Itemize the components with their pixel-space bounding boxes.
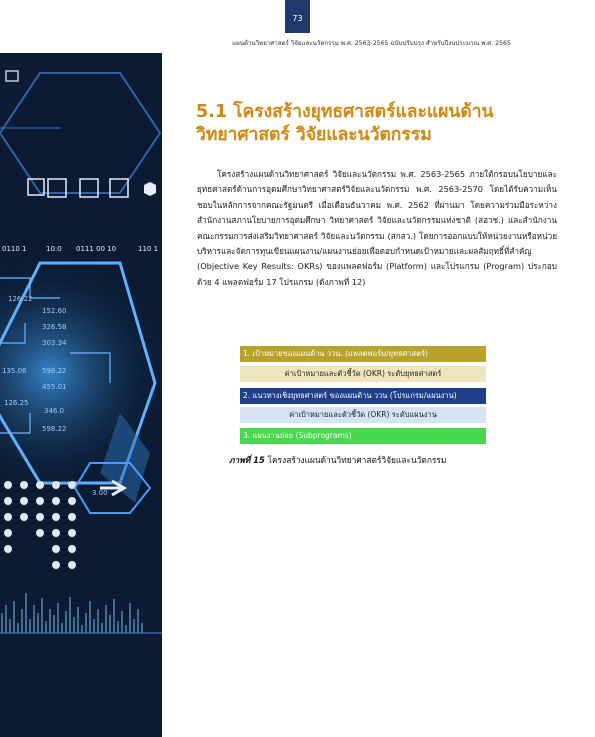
sidebar-number-5: 152.60 (42, 307, 67, 315)
section-title: 5.1 โครงสร้างยุทธศาสตร์และแผนด้านวิทยาศาสตร์ วิจัยและนวัตกรรม (196, 102, 494, 145)
sidebar-number-11: 455.01 (42, 383, 67, 391)
sidebar-number-8: 303.34 (42, 339, 67, 347)
sidebar-number-6: 126.22 (8, 295, 33, 303)
page-number-tab (285, 0, 310, 33)
sidebar-number-4: 110 1 (138, 245, 159, 253)
page-number: 73 (292, 14, 303, 23)
decorative-tech-image (0, 53, 162, 737)
figure-row-platform-goal: 1. เป้าหมายของแผนด้าน ววน. (แพลตฟอร์ม/ยุทธศาสตร์) (240, 346, 486, 362)
sidebar-number-7: 326.58 (42, 323, 67, 331)
figure-row-program-okr: ค่าเป้าหมายและตัวชี้วัด (OKR) ระดับแผนงาน (240, 407, 486, 423)
sidebar-number-15: 3.00 (92, 489, 108, 497)
sidebar-number-10: 598.22 (42, 367, 67, 375)
running-header: แผนด้านวิทยาศาสตร์ วิจัยและนวัตกรรม พ.ศ. 2563-2565 ฉบับปรับปรุง สำหรับปีงบประมาณ พ.ศ. 2565 (232, 40, 511, 47)
sidebar-number-2: 10:0 (46, 245, 62, 253)
figure-row-subprograms: 3. แผนงานย่อย (Subprograms) (240, 428, 486, 444)
sidebar-number-13: 346.0 (44, 407, 65, 415)
sidebar-number-3: 0111 00 10 (76, 245, 117, 253)
sidebar-number-14: 598.22 (42, 425, 67, 433)
figure-row-strategy-okr: ค่าเป้าหมายและตัวชี้วัด (OKR) ระดับยุทธศาสตร์ (240, 366, 486, 382)
sidebar-number-12: 126.25 (4, 399, 29, 407)
caption-label: ภาพที่ 15 (229, 455, 265, 465)
body-text (197, 167, 557, 290)
tech-circuit-graphic (0, 53, 162, 737)
caption-text: โครงสร้างแผนด้านวิทยาศาสตร์วิจัยและนวัตกรรม (267, 455, 447, 465)
figure-row-program-approach: 2. แนวทางเชิงยุทธศาสตร์ ของแผนด้าน ววน (โปรแกรม/แผนงาน) (240, 388, 486, 404)
sidebar-number-1: 0110 1 (2, 245, 27, 253)
body-paragraph: โครงสร้างแผนด้านวิทยาศาสตร์ วิจัยและนวัตกรรม พ.ศ. 2563-2565 ภายใต้กรอบนโยบายและยุทธศาสตร์ด้านการอุดมศึกษาวิทยาศาสตร์วิจัยและนวัตกรรม พ.ศ. 2563-2570 โดยได้รับความเห็นชอบในหลักการจากคณะรัฐมนตรี เมื่อเดือนธันวาคม พ.ศ. 2562 ที่ผ่านมา โดยความร่วมมือระหว่างสำนักงานสภานโยบายการอุดมศึกษา วิทยาศาสตร์ วิจัยและนวัตกรรมแห่งชาติ (สอวช.) และสำนักงานคณะกรรมการส่งเสริมวิทยาศาสตร์ วิจัยและนวัตกรรม (สกสว.) โดยการออกแบบให้หน่วยงานหรือหน่วยบริหารและจัดการทุนเขียนแผนงาน/แผนงานย่อยเพื่อตอบกำหนดเป้าหมายและผลสัมฤทธิ์ที่สำคัญ (Objective Key Results: OKRs) ของแพลตฟอร์ม (Platform) และโปรแกรม (Program) ประกอบด้วย 4 แพลตฟอร์ม 17 โปรแกรม (ดังภาพที่ 12) (197, 169, 557, 287)
figure-caption (229, 453, 446, 467)
sidebar-number-9: 135.06 (2, 367, 27, 375)
